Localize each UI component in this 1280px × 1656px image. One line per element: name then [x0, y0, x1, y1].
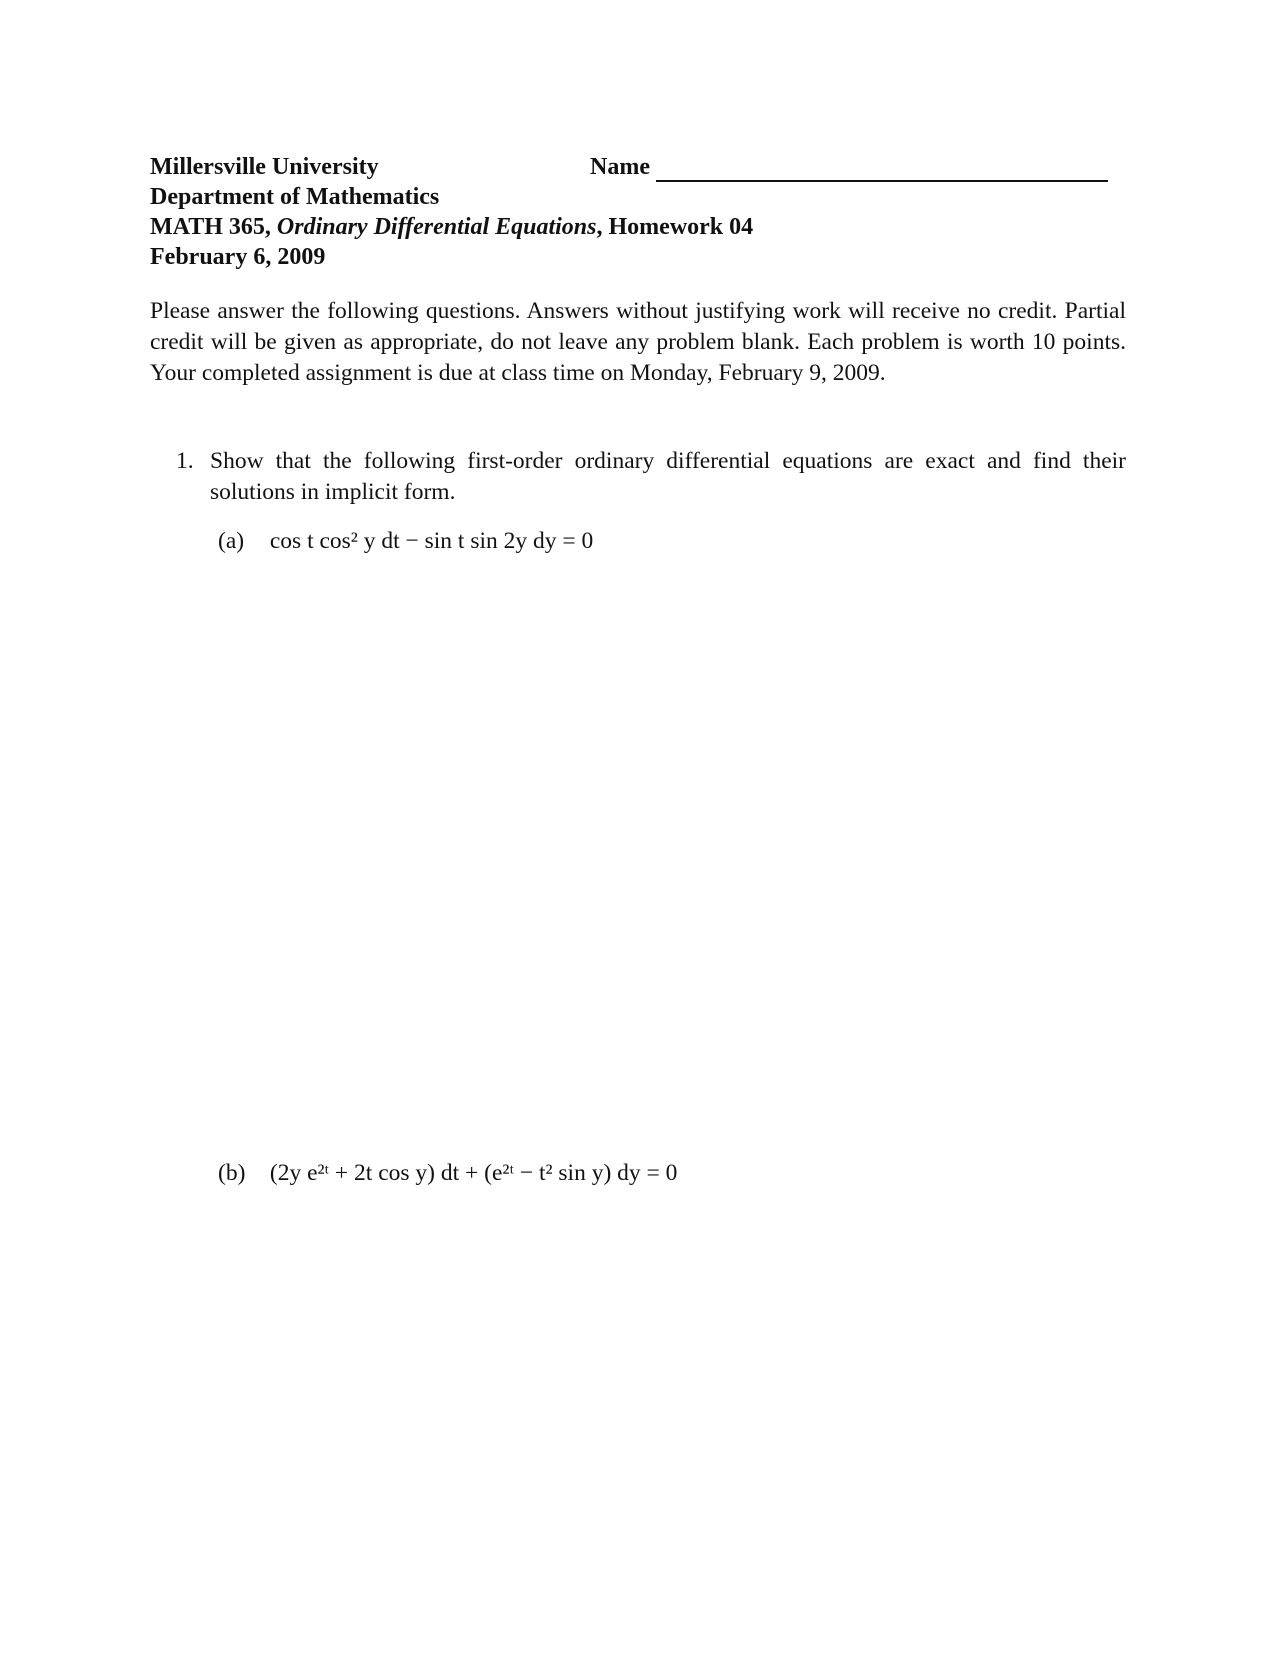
university-name: Millersville University: [150, 154, 379, 180]
part-label: (a): [218, 528, 245, 554]
course-title: Ordinary Differential Equations: [276, 214, 597, 240]
part-label: (b): [218, 1160, 246, 1186]
problem-1-part-a: [218, 526, 593, 557]
problem-1: [176, 446, 1126, 508]
name-field: [590, 152, 1108, 182]
problem-statement: Show that the following first-order ordinary differential equations are exact and find their solutions in implicit form.: [210, 448, 1126, 505]
name-label: Name: [590, 154, 650, 180]
course-code: MATH 365,: [150, 214, 271, 240]
course-line: [150, 212, 1130, 242]
department-name: Department of Mathematics: [150, 184, 440, 210]
equation-a: cos t cos² y dt − sin t sin 2y dy = 0: [269, 528, 594, 554]
document-date: February 6, 2009: [150, 244, 326, 270]
problem-number: 1.: [176, 448, 194, 474]
problem-1-part-b: [218, 1158, 677, 1189]
name-blank-line: [656, 158, 1108, 182]
instructions-paragraph: Please answer the following questions. Answers without justifying work will receive no credit. Partial credit will be given as appropriate, do not leave any problem blank. Each problem is worth 10 points. Your completed assignment is due at class time on Monday, February 9, 2009.: [150, 298, 1126, 386]
equation-b: (2y e²ᵗ + 2t cos y) dt + (e²ᵗ − t² sin y) dy = 0: [269, 1160, 678, 1186]
assignment-title: , Homework 04: [596, 214, 754, 240]
document-header: [150, 152, 1130, 272]
